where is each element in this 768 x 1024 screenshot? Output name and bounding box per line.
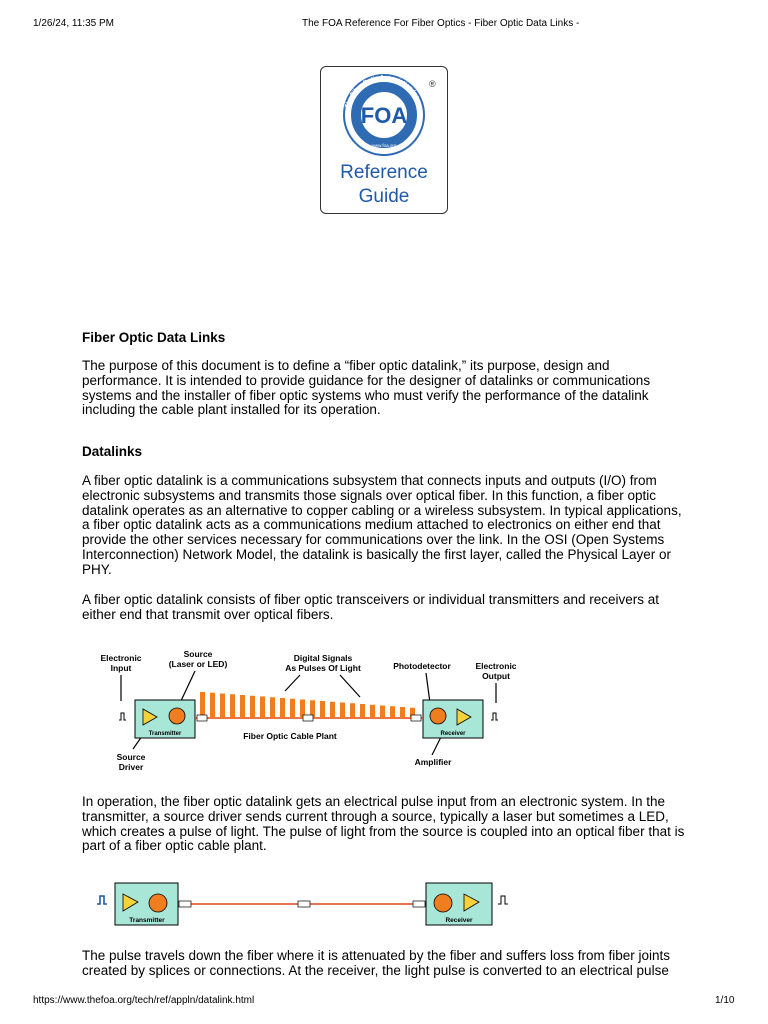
label-source-2: (Laser or LED): [168, 659, 228, 669]
print-datetime: 1/26/24, 11:35 PM: [33, 18, 114, 29]
light-pulse: [350, 703, 355, 718]
heading-fiber-optic-data-links: Fiber Optic Data Links: [82, 330, 226, 345]
receiver-label: Receiver: [440, 731, 466, 737]
paragraph-pulse-travel: The pulse travels down the fiber where it is attenuated by the fiber and suffers loss from fiber joints created by splices or connections. At the receiver, the light pulse is converted to an electrical pulse: [82, 948, 671, 978]
logo-ring-text: The Fiber Optic Association Inc.: [344, 74, 421, 109]
foa-reference-guide-logo: [320, 66, 448, 214]
label-electronic-input-1: Electronic: [100, 653, 142, 663]
datalink-diagram: [85, 645, 535, 780]
light-pulse: [280, 698, 285, 718]
paragraph-datalink-components: A fiber optic datalink consists of fiber optic transceivers or individual transmitters and receivers at either end that transmit over optical fibers.: [82, 592, 660, 622]
label-digital-signals-2: As Pulses Of Light: [285, 663, 361, 673]
foa-seal: [321, 67, 447, 213]
print-page-number: 1/10: [715, 995, 735, 1006]
label-source-driver-2: Driver: [118, 762, 144, 772]
light-pulse: [340, 703, 345, 719]
label-electronic-output-2: Output: [482, 671, 510, 681]
print-url: https://www.thefoa.org/tech/ref/appln/datalink.html: [33, 995, 255, 1006]
label-photodetector: Photodetector: [393, 661, 451, 671]
transmitter-label-2: Transmitter: [129, 917, 165, 924]
receiver-label-2: Receiver: [445, 917, 473, 924]
label-amplifier: Amplifier: [414, 757, 452, 767]
print-page-title: The FOA Reference For Fiber Optics - Fiber Optic Data Links -: [302, 18, 580, 29]
light-pulse: [330, 702, 335, 718]
light-pulse: [360, 704, 365, 718]
light-pulse: [250, 696, 255, 718]
light-pulse: [260, 697, 265, 719]
logo-center-text: FOA: [360, 103, 408, 128]
label-digital-signals-1: Digital Signals: [293, 653, 353, 663]
light-pulse: [380, 706, 385, 719]
light-pulses: [200, 692, 415, 718]
logo-guide-text: Guide: [358, 186, 410, 207]
label-electronic-output-1: Electronic: [475, 661, 517, 671]
transmitter-label: Transmitter: [148, 731, 182, 737]
paragraph-operation: In operation, the fiber optic datalink gets an electrical pulse input from an electronic system. In the transmitter, a source driver sends current through a source, typically a laser but sometimes a LED, which creates a pulse of light. The pulse of light from the source is coupled into an optical fiber that is part of a fiber optic cable plant.: [82, 794, 685, 854]
light-pulse: [390, 706, 395, 718]
logo-url-text: www.foa.org: [371, 143, 397, 148]
light-pulse: [230, 694, 235, 718]
light-pulse: [220, 694, 225, 719]
label-cable-plant: Fiber Optic Cable Plant: [243, 731, 337, 741]
light-pulse: [270, 697, 275, 718]
label-source-1: Source: [183, 649, 213, 659]
light-pulse: [210, 693, 215, 718]
light-pulse: [290, 699, 295, 718]
label-electronic-input-2: Input: [110, 663, 132, 673]
light-pulse: [240, 695, 245, 718]
logo-registered-mark: ®: [429, 79, 436, 89]
paragraph-datalink-definition: A fiber optic datalink is a communications subsystem that connects inputs and outputs (I/O) from electronic subsystems and transmits those signals over optical fiber. In this function, a fiber optic datalink operates as an alternative to copper cabling or a wireless subsystem. In typical applications, a fiber optic datalink acts as a communications medium attached to electronics on either end that provide the other services necessary for communications over the link. In the OSI (Open Systems Interconnection) Network Model, the datalink is basically the first layer, called the Physical Layer or PHY.: [82, 473, 682, 577]
light-pulse: [320, 701, 325, 718]
light-pulse: [370, 705, 375, 718]
logo-reference-text: Reference: [340, 162, 428, 183]
light-pulse: [400, 707, 405, 718]
heading-datalinks: Datalinks: [82, 444, 143, 459]
label-source-driver-1: Source: [116, 752, 146, 762]
paragraph-purpose: The purpose of this document is to define a “fiber optic datalink,” its purpose, design and performance. It is intended to provide guidance for the designer of datalinks or communications systems and the installer of fiber optic systems who must verify the performance of the datalink including the cable plant installed for its operation.: [82, 358, 651, 418]
light-pulse: [200, 692, 205, 718]
pulse-transmission-diagram: [95, 880, 525, 930]
